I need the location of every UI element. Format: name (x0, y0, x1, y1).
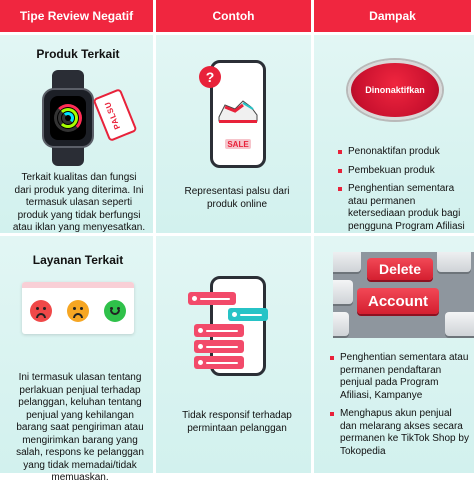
keyboard-image (333, 252, 474, 338)
question-badge-icon: ? (199, 66, 221, 88)
product-impact-item: Pembekuan produk (338, 165, 470, 178)
service-impact-list (330, 352, 470, 464)
delete-key: Delete (367, 258, 433, 280)
header-example: Contoh (156, 0, 314, 32)
angry-face-icon (30, 300, 52, 322)
product-impact-list (338, 146, 470, 239)
smartwatch-icon (38, 70, 98, 166)
service-example-text: Tidak responsif terhadap permintaan pelanggan (182, 410, 292, 434)
rating-card (22, 282, 134, 334)
happy-face-icon (104, 300, 126, 322)
chat-bubble (194, 324, 244, 337)
sale-badge: SALE (225, 139, 251, 149)
header-impact: Dampak (314, 0, 474, 32)
service-related-description: Ini termasuk ulasan tentang perlakuan penjual terhadap pelanggan, keluhan tentang penjual yang kehilangan barang saat pengiriman atau mengirimkan barang yang salah, respons ke pelanggan yang tidak memadai/tidak memuaskan. (16, 372, 144, 483)
sad-face-icon (67, 300, 89, 322)
account-key: Account (357, 288, 439, 314)
product-related-description: Terkait kualitas dan fungsi dari produk yang diterima. Ini termasuk ulasan seperti produk yang tidak berfungsi atau iklan yang menyesatkan. (12, 172, 146, 233)
header-type: Tipe Review Negatif (0, 0, 156, 32)
product-impact-item: Penonaktifan produk (338, 146, 470, 159)
service-impact-item: Menghapus akun penjual dan melarang akses secara permanen ke TikTok Shop by Tokopedia (330, 408, 470, 458)
chat-bubble (194, 356, 244, 369)
chat-bubble (228, 308, 268, 321)
service-related-title: Layanan Terkait (32, 253, 124, 267)
fake-tag-label: PALSU (102, 100, 123, 131)
product-example-text: Representasi palsu dari produk online (184, 186, 290, 210)
sneaker-icon (213, 91, 263, 131)
disabled-button: Dinonaktifkan (348, 60, 442, 120)
chat-bubble (188, 292, 236, 305)
service-impact-item: Penghentian sementara atau permanen pendaftaran penjual pada Program Afiliasi, Kampanye (330, 352, 470, 402)
product-related-title: Produk Terkait (36, 47, 120, 61)
chat-bubble (194, 340, 244, 353)
product-impact-item: Penghentian sementara atau permanen ketersediaan produk bagi pengguna Program Afiliasi (338, 183, 470, 233)
